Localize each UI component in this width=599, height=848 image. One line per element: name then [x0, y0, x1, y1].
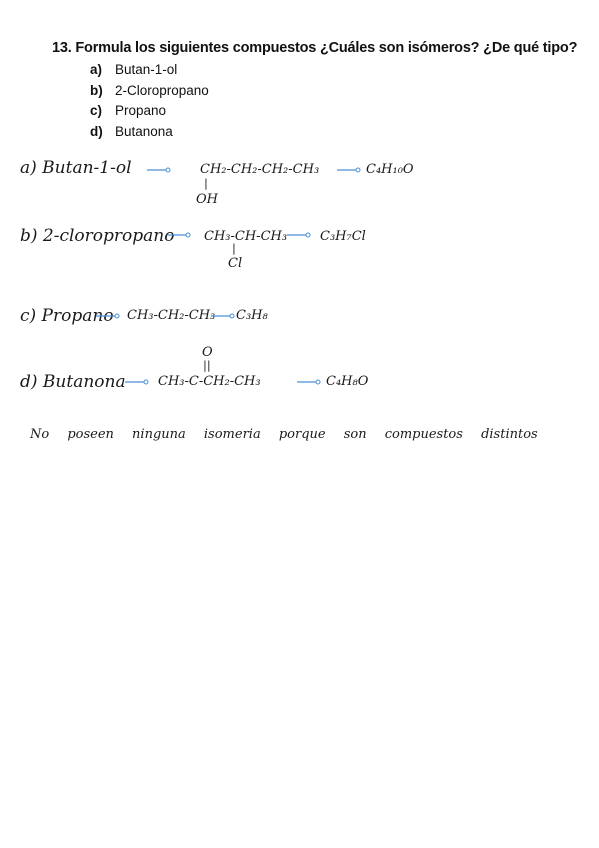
option-letter: c) [90, 103, 103, 118]
option-letter: a) [90, 62, 103, 77]
answer-d-label: d) Butanona [20, 372, 126, 392]
options-list [90, 60, 209, 142]
option-c [90, 101, 209, 122]
answer-a-substituent: OH [196, 192, 218, 207]
bond-mark: | [204, 176, 208, 190]
arrow-icon [210, 311, 236, 321]
arrow-icon [286, 230, 312, 240]
answer-c-formula: C₃H₈ [236, 308, 268, 323]
arrow-icon [336, 165, 362, 175]
option-d [90, 122, 209, 143]
answer-a-label: a) Butan-1-ol [20, 158, 132, 178]
arrow-icon [146, 165, 172, 175]
answer-b-structure: CH₃-CH-CH₃ [204, 229, 288, 244]
arrow-icon [124, 377, 150, 387]
arrow-icon [95, 311, 121, 321]
option-text: Butan-1-ol [115, 62, 178, 77]
option-text: 2-Cloropropano [115, 82, 209, 98]
answer-b-formula: C₃H₇Cl [320, 229, 366, 244]
answer-d-formula: C₄H₈O [326, 374, 369, 389]
option-a [90, 60, 209, 81]
arrow-icon [296, 377, 322, 387]
answer-b-label: b) 2-cloropropano [20, 226, 175, 246]
option-letter: b) [90, 82, 103, 98]
answer-d-substituent: O [202, 345, 213, 360]
answer-c-structure: CH₃-CH₂-CH₃ [127, 308, 216, 323]
option-b [90, 81, 209, 102]
option-letter: d) [90, 123, 103, 139]
option-text: Propano [115, 103, 167, 118]
bond-mark: | [232, 241, 236, 255]
answer-c-label: c) Propano [20, 306, 114, 326]
answer-a-structure: CH₂-CH₂-CH₂-CH₃ [200, 162, 320, 177]
answer-b-substituent: Cl [228, 256, 243, 271]
conclusion-text: No poseen ninguna isomeria porque son compuestos distintos [30, 427, 538, 442]
answer-d-structure: CH₃-C-CH₂-CH₃ [158, 374, 261, 389]
answer-a-formula: C₄H₁₀O [366, 162, 414, 177]
double-bond-mark: || [203, 358, 211, 372]
option-text: Butanona [115, 123, 173, 139]
arrow-icon [166, 230, 192, 240]
question-title: 13. Formula los siguientes compuestos ¿Cuáles son isómeros? ¿De qué tipo? [52, 40, 578, 56]
